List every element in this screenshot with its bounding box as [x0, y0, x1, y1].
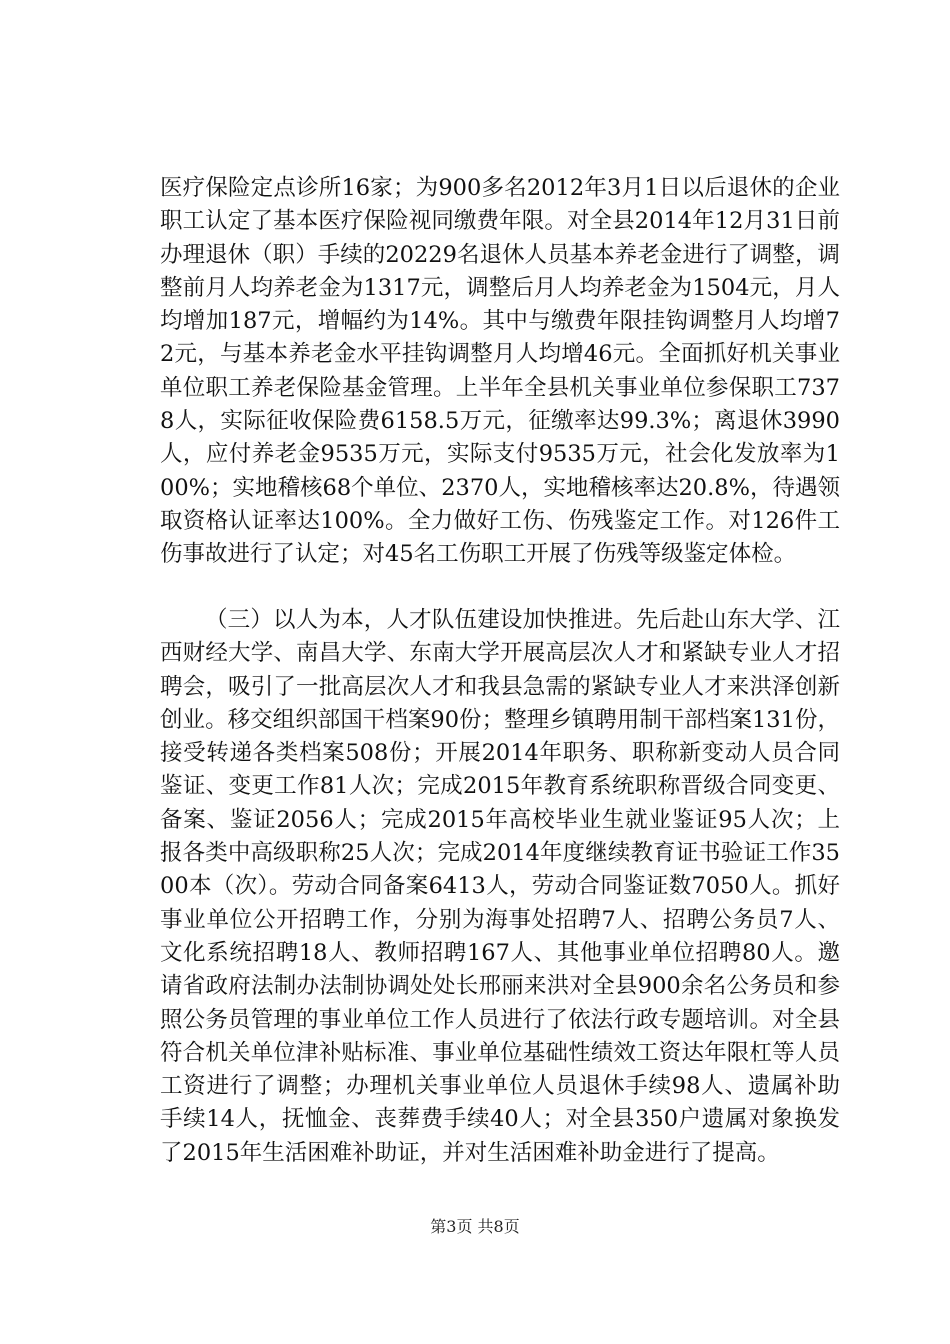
page-footer: 第3页 共8页	[430, 1217, 520, 1236]
body-paragraph: 医疗保险定点诊所16家；为900多名2012年3月1日以后退休的企业职工认定了基本医疗保险视同缴费年限。对全县2014年12月31日前办理退休（职）手续的20229名退休人员基本养老金进行了调整，调整前月人均养老金为1317元，调整后月人均养老金为1504元，月人均增加187元，增幅约为14%。其中与缴费年限挂钩调整月人均增72元，与基本养老金水平挂钩调整月人均增46元。全面抓好机关事业单位职工养老保险基金管理。上半年全县机关事业单位参保职工7378人，实际征收保险费6158.5万元，征缴率达99.3%；离退休3990人，应付养老金9535万元，实际支付9535万元，社会化发放率为100%；实地稽核68个单位、2370人，实地稽核率达20.8%，待遇领取资格认证率达100%。全力做好工伤、伤残鉴定工作。对126件工伤事故进行了认定；对45名工伤职工开展了伤残等级鉴定体检。	[160, 175, 840, 568]
body-paragraph: （三）以人为本，人才队伍建设加快推进。先后赴山东大学、江西财经大学、南昌大学、东南大学开展高层次人才和紧缺专业人才招聘会，吸引了一批高层次人才和我县急需的紧缺专业人才来洪泽创新创业。移交组织部国干档案90份；整理乡镇聘用制干部档案131份，接受转递各类档案508份；开展2014年职务、职称新变动人员合同鉴证、变更工作81人次；完成2015年教育系统职称晋级合同变更、备案、鉴证2056人；完成2015年高校毕业生就业鉴证95人次；上报各类中高级职称25人次；完成2014年度继续教育证书验证工作3500本（次）。劳动合同备案6413人，劳动合同鉴证数7050人。抓好事业单位公开招聘工作，分别为海事处招聘7人、招聘公务员7人、文化系统招聘18人、教师招聘167人、其他事业单位招聘80人。邀请省政府法制办法制协调处处长邢丽来洪对全县900余名公务员和参照公务员管理的事业单位工作人员进行了依法行政专题培训。对全县符合机关单位津补贴标准、事业单位基础性绩效工资达年限杠等人员工资进行了调整；办理机关事业单位人员退休手续98人、遗属补助手续14人，抚恤金、丧葬费手续40人；对全县350户遗属对象换发了2015年生活困难补助证，并对生活困难补助金进行了提高。	[160, 607, 840, 1166]
